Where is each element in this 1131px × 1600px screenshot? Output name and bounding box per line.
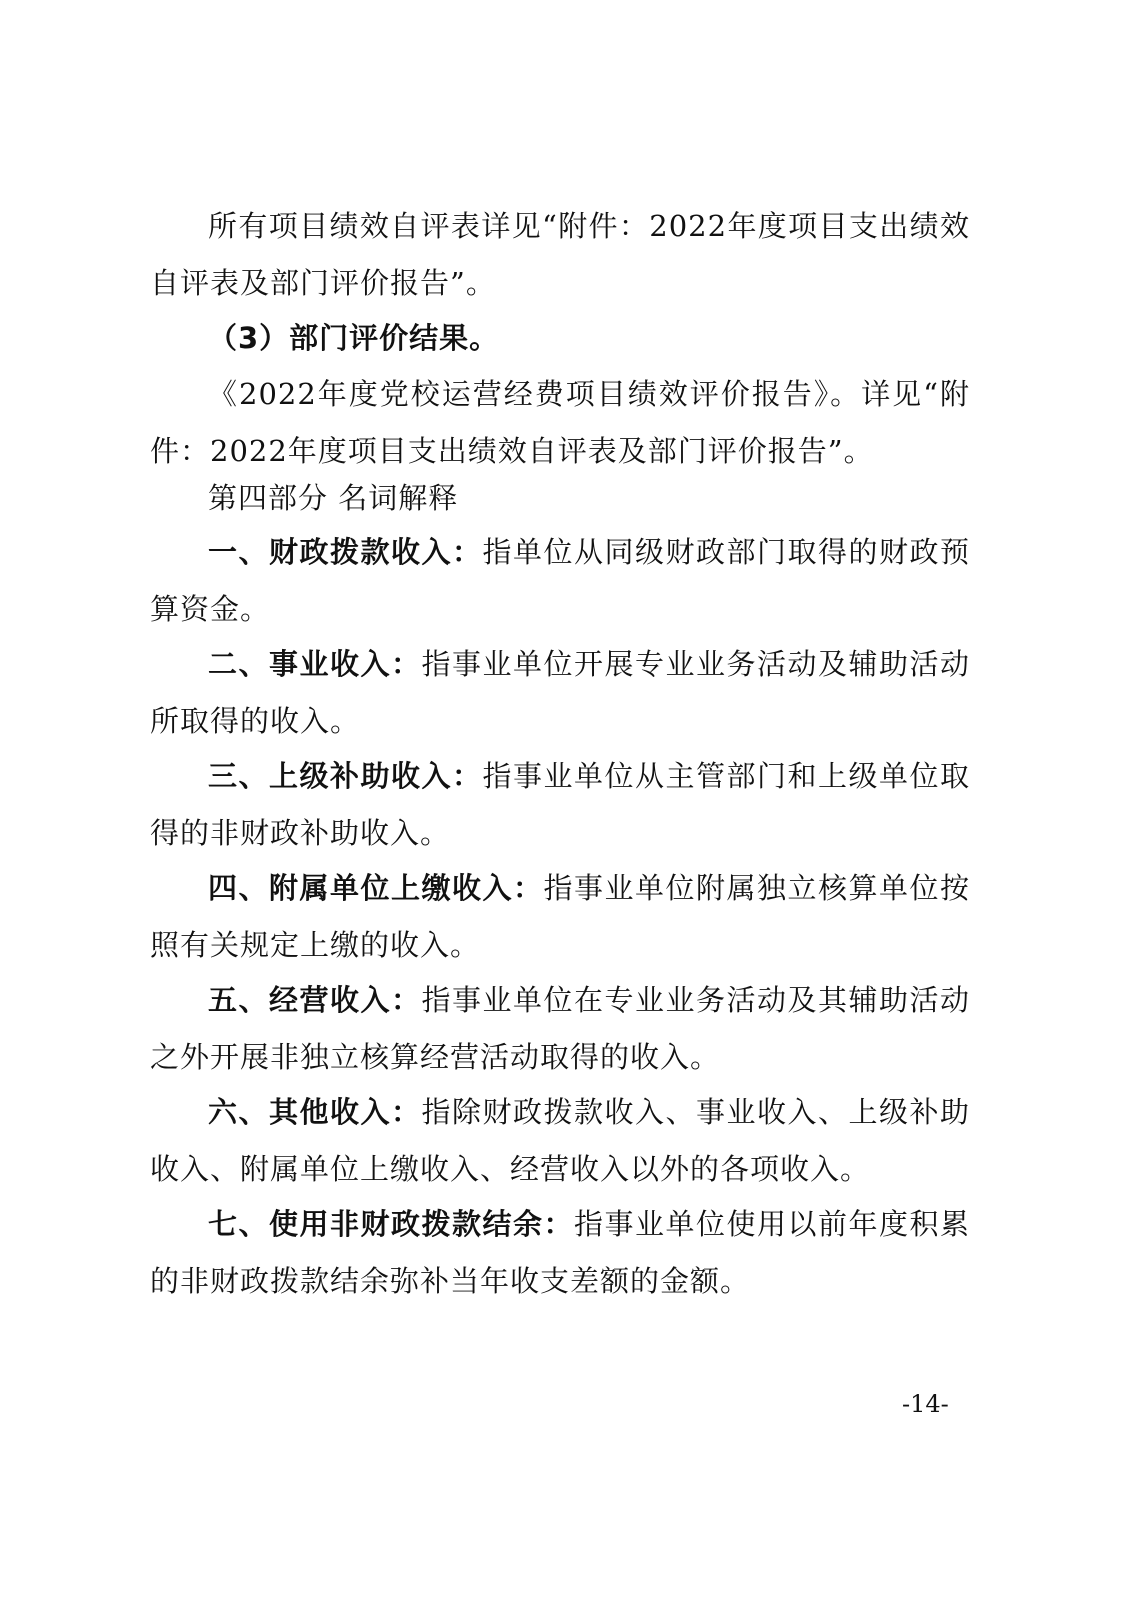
definition-text: 指事业单位从主管部门和上级单位取得的非财政补助收入。	[150, 759, 970, 850]
paragraph-evaluation-report: 《2022年度党校运营经费项目绩效评价报告》。详见“附件：2022年度项目支出绩效自评表及部门评价报告”。	[150, 377, 970, 468]
definition-term: 三、上级补助收入：	[208, 759, 483, 793]
definition-item	[150, 860, 970, 974]
definition-text: 指事业单位使用以前年度积累的非财政拨款结余弥补当年收支差额的金额。	[150, 1207, 970, 1298]
definition-item	[150, 748, 970, 862]
definition-item	[150, 972, 970, 1086]
definition-term: 六、其他收入：	[208, 1095, 422, 1129]
paragraph-self-evaluation: 所有项目绩效自评表详见“附件：2022年度项目支出绩效自评表及部门评价报告”。	[150, 209, 970, 300]
definition-item	[150, 1196, 970, 1310]
definition-text: 指事业单位附属独立核算单位按照有关规定上缴的收入。	[150, 871, 970, 962]
definition-term: 五、经营收入：	[208, 983, 422, 1017]
definition-term: 二、事业收入：	[208, 647, 422, 681]
definition-text: 指除财政拨款收入、事业收入、上级补助收入、附属单位上缴收入、经营收入以外的各项收入。	[150, 1095, 970, 1186]
definition-term: 七、使用非财政拨款结余：	[208, 1207, 574, 1241]
subheading-department-evaluation: （3）部门评价结果。	[208, 321, 500, 355]
page-number: -14-	[902, 1390, 949, 1418]
definition-item	[150, 1084, 970, 1198]
definition-term: 一、财政拨款收入：	[208, 535, 483, 569]
definition-text: 指事业单位开展专业业务活动及辅助活动所取得的收入。	[150, 647, 970, 738]
definition-text: 指单位从同级财政部门取得的财政预算资金。	[150, 535, 970, 626]
definition-item	[150, 636, 970, 750]
definition-item	[150, 524, 970, 638]
section-heading-glossary: 第四部分 名词解释	[208, 481, 459, 515]
definition-term: 四、附属单位上缴收入：	[208, 871, 544, 905]
definition-text: 指事业单位在专业业务活动及其辅助活动之外开展非独立核算经营活动取得的收入。	[150, 983, 970, 1074]
